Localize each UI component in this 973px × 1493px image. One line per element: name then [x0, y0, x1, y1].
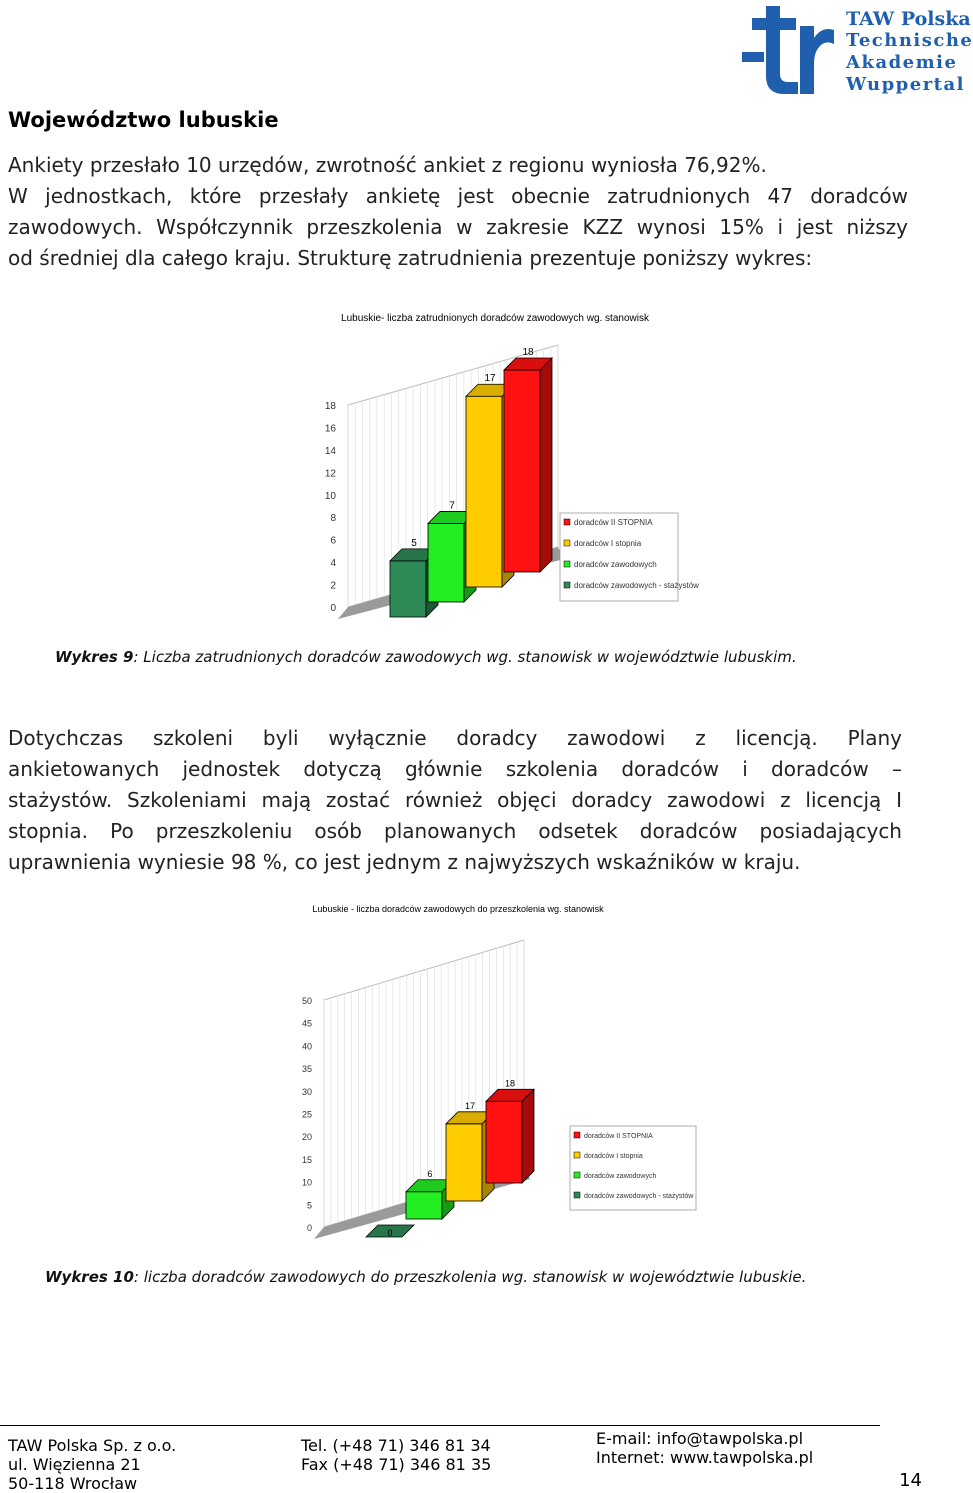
taw-logo-mark-icon: [742, 2, 842, 94]
intro-line-1: Ankiety przesłało 10 urzędów, zwrotność ankiet z regionu wyniosła 76,92%.: [8, 153, 767, 177]
training-line-1: Dotychczas szkoleni byli wyłącznie doradcy zawodowi z licencją. Plany: [8, 726, 902, 750]
bar-front: [504, 370, 540, 572]
chart-employment-svg: [290, 305, 710, 625]
footer-contact: [596, 1429, 813, 1467]
footer-internet[interactable]: Internet: www.tawpolska.pl: [596, 1448, 814, 1467]
footer-address: [8, 1436, 176, 1493]
bar-front: [406, 1192, 442, 1219]
y-tick-label: 15: [301, 1154, 312, 1165]
bar-value-label: 7: [449, 500, 455, 512]
caption-chart-10-label: Wykres 10: [45, 1268, 134, 1286]
y-tick-label: 8: [330, 513, 336, 525]
y-tick-label: 4: [330, 558, 336, 570]
chart-training: [270, 900, 730, 1240]
y-tick-label: 5: [306, 1200, 312, 1211]
caption-chart-10-text: : liczba doradców zawodowych do przeszkolenia wg. stanowisk w województwie lubuskie.: [133, 1268, 807, 1286]
logo-name-line1: TAW Polska: [846, 8, 971, 30]
footer-email[interactable]: E-mail: info@tawpolska.pl: [596, 1429, 804, 1448]
y-tick-label: 2: [330, 580, 336, 592]
footer-fax: Fax (+48 71) 346 81 35: [301, 1455, 492, 1474]
legend-swatch: [574, 1132, 580, 1138]
caption-chart-10: [45, 1268, 806, 1286]
bar-side: [522, 1089, 534, 1183]
y-tick-label: 0: [306, 1223, 312, 1233]
chart-training-svg: [270, 900, 730, 1240]
company-logo: [742, 2, 973, 95]
footer-phones: [301, 1436, 491, 1474]
legend-label: doradców I stopnia: [584, 1153, 643, 1160]
legend-label: doradców zawodowych - stażystów: [574, 581, 699, 590]
chart-title: Lubuskie- liczba zatrudnionych doradców zawodowych wg. stanowisk: [341, 313, 649, 324]
y-tick-label: 18: [324, 401, 336, 412]
legend-swatch: [574, 1152, 580, 1158]
bar-side: [540, 358, 552, 572]
footer-city: 50-118 Wrocław: [8, 1474, 138, 1493]
caption-chart-9-text: : Liczba zatrudnionych doradców zawodowych wg. stanowisk w województwie lubuskim.: [133, 648, 797, 666]
legend-swatch: [564, 519, 570, 525]
legend-label: doradców II STOPNIA: [574, 518, 653, 527]
page-number: 14: [899, 1470, 922, 1491]
legend-swatch: [574, 1172, 580, 1178]
y-tick-label: 0: [330, 603, 336, 614]
legend-swatch: [574, 1192, 580, 1198]
bar-value-label: 17: [464, 1100, 476, 1111]
legend-label: doradców II STOPNIA: [584, 1133, 653, 1140]
y-tick-label: 20: [301, 1132, 312, 1143]
y-tick-label: 14: [324, 445, 336, 457]
intro-line-4: od średniej dla całego kraju. Strukturę zatrudnienia prezentuje poniższy wykres:: [8, 246, 813, 270]
chart-title: Lubuskie - liczba doradców zawodowych do przeszkolenia wg. stanowisk: [312, 904, 604, 914]
footer-tel: Tel. (+48 71) 346 81 34: [301, 1436, 491, 1455]
y-tick-label: 45: [301, 1018, 312, 1029]
y-tick-label: 30: [301, 1086, 312, 1097]
section-heading: Województwo lubuskie: [8, 108, 279, 132]
legend-swatch: [564, 540, 570, 546]
bar-value-label: 18: [522, 347, 534, 358]
training-paragraph: [8, 723, 902, 878]
training-line-2: ankietowanych jednostek dotyczą głównie szkolenia doradców i doradców –: [8, 757, 902, 781]
bar-front: [486, 1101, 522, 1183]
logo-name-line2: Technische: [846, 30, 973, 51]
bar-value-label: 5: [411, 537, 417, 549]
chart-employment: [290, 305, 710, 625]
legend-label: doradców zawodowych - stażystów: [584, 1193, 694, 1200]
training-line-3: stażystów. Szkoleniami mają zostać również objęci doradcy zawodowi z licencją I: [8, 788, 902, 812]
bar-front: [390, 561, 426, 617]
y-tick-label: 12: [324, 468, 336, 480]
footer-company: TAW Polska Sp. z o.o.: [8, 1436, 177, 1455]
bar-value-label: 0: [387, 1228, 393, 1238]
y-tick-label: 10: [324, 490, 336, 502]
legend-label: doradców I stopnia: [574, 539, 642, 548]
bar-front: [428, 523, 464, 602]
bar-front: [446, 1124, 482, 1201]
legend-swatch: [564, 561, 570, 567]
intro-line-2: W jednostkach, które przesłały ankietę jest obecnie zatrudnionych 47 doradców: [8, 184, 908, 208]
legend-label: doradców zawodowych: [574, 560, 657, 569]
bar-front: [466, 396, 502, 587]
bar-value-label: 17: [484, 373, 496, 385]
y-tick-label: 35: [301, 1064, 312, 1075]
bar-value-label: 6: [427, 1168, 433, 1179]
footer-street: ul. Więzienna 21: [8, 1455, 141, 1474]
logo-name-line4: Wuppertal: [846, 74, 965, 95]
legend-swatch: [564, 582, 570, 588]
y-tick-label: 40: [301, 1041, 312, 1052]
bar-value-label: 18: [504, 1078, 516, 1089]
training-line-5: uprawnienia wyniesie 98 %, co jest jednym z najwyższych wskaźników w kraju.: [8, 850, 801, 874]
intro-paragraph: [8, 150, 908, 274]
y-tick-label: 16: [324, 423, 336, 435]
intro-line-3: zawodowych. Współczynnik przeszkolenia w zakresie KZZ wynosi 15% i jest niższy: [8, 215, 908, 239]
y-tick-label: 25: [301, 1109, 312, 1120]
training-line-4: stopnia. Po przeszkoleniu osób planowanych odsetek doradców posiadających: [8, 819, 902, 843]
caption-chart-9: [55, 648, 797, 666]
caption-chart-9-label: Wykres 9: [55, 648, 134, 666]
footer-divider: [0, 1425, 880, 1426]
y-tick-label: 6: [330, 535, 336, 547]
y-tick-label: 50: [301, 996, 312, 1006]
legend-label: doradców zawodowych: [584, 1173, 657, 1180]
y-tick-label: 10: [301, 1177, 312, 1188]
logo-name-line3: Akademie: [846, 52, 958, 73]
